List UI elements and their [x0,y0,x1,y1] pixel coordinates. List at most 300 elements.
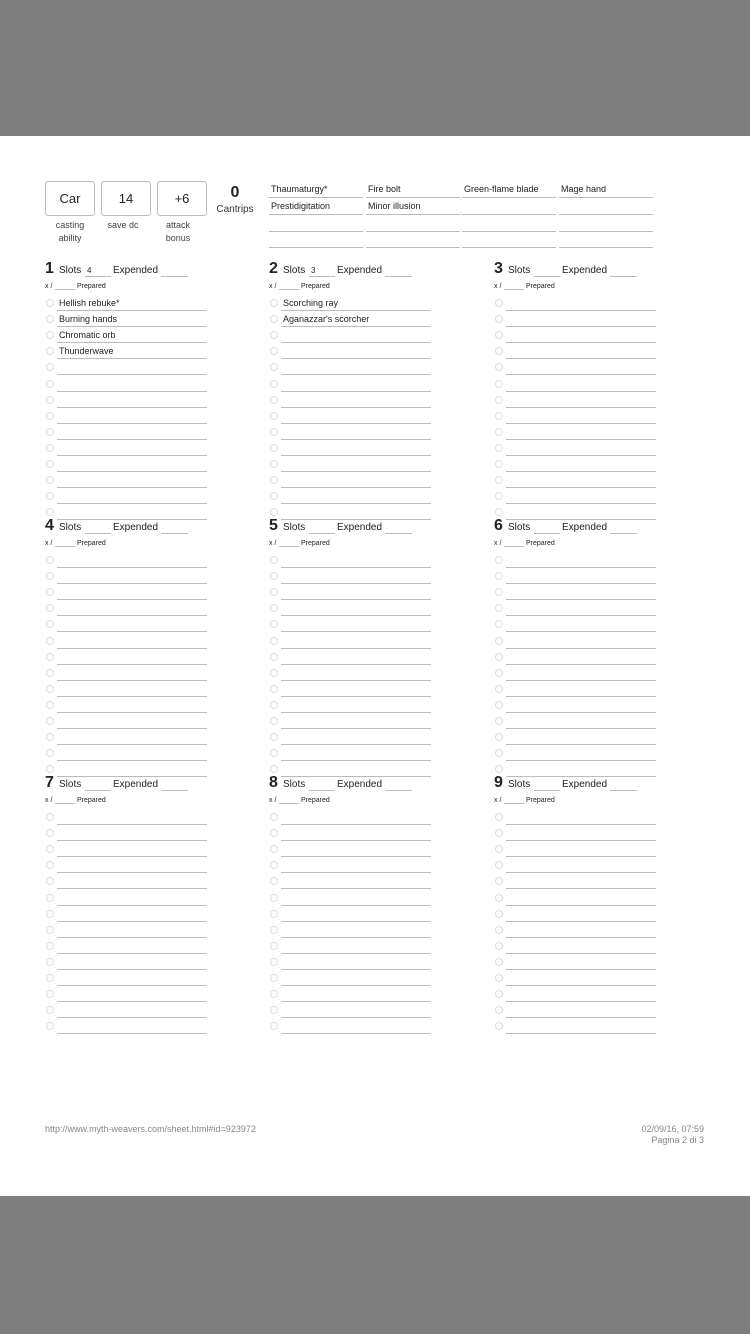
prepared-circle-icon[interactable] [46,572,54,580]
prepared-circle-icon[interactable] [495,926,503,934]
spell-name-field[interactable] [57,987,207,1002]
spell-name-field[interactable] [57,553,207,568]
prepared-circle-icon[interactable] [270,749,278,757]
prepared-circle-icon[interactable] [270,845,278,853]
slots-field[interactable]: 3 [309,264,335,277]
prepared-count-field[interactable] [279,796,299,804]
spell-name-field[interactable] [57,601,207,616]
prepared-circle-icon[interactable] [495,974,503,982]
prepared-circle-icon[interactable] [270,701,278,709]
prepared-circle-icon[interactable] [270,396,278,404]
prepared-circle-icon[interactable] [46,861,54,869]
spell-name-field[interactable] [281,569,431,584]
prepared-circle-icon[interactable] [46,604,54,612]
spell-name-field[interactable] [57,569,207,584]
prepared-circle-icon[interactable] [46,669,54,677]
cantrip-slot[interactable] [559,199,653,215]
spell-name-field[interactable] [506,296,656,311]
prepared-circle-icon[interactable] [46,380,54,388]
prepared-circle-icon[interactable] [495,556,503,564]
prepared-circle-icon[interactable] [270,299,278,307]
prepared-circle-icon[interactable] [495,1006,503,1014]
spell-name-field[interactable] [281,891,431,906]
prepared-circle-icon[interactable] [270,1022,278,1030]
spell-name-field[interactable] [506,858,656,873]
spell-name-field[interactable] [281,489,431,504]
prepared-circle-icon[interactable] [270,380,278,388]
expended-field[interactable] [161,264,188,277]
prepared-circle-icon[interactable] [46,444,54,452]
cantrip-slot[interactable] [559,232,653,248]
spell-name-field[interactable] [281,344,431,359]
expended-field[interactable] [610,778,637,791]
slots-field[interactable] [534,264,560,277]
prepared-circle-icon[interactable] [495,460,503,468]
spell-name-field[interactable] [281,810,431,825]
spell-name-field[interactable] [57,858,207,873]
prepared-circle-icon[interactable] [270,958,278,966]
prepared-circle-icon[interactable] [495,990,503,998]
spell-name-field[interactable] [506,634,656,649]
expended-field[interactable] [385,778,412,791]
spell-row [45,666,207,682]
spell-name-field[interactable] [506,714,656,729]
spell-name-field[interactable] [57,585,207,600]
spell-name-field[interactable] [506,344,656,359]
spell-name-field[interactable] [281,425,431,440]
expended-field[interactable] [385,264,412,277]
prepared-circle-icon[interactable] [270,669,278,677]
prepared-circle-icon[interactable] [495,1022,503,1030]
prepared-circle-icon[interactable] [270,894,278,902]
spell-name-field[interactable] [506,377,656,392]
spell-name-field[interactable] [281,955,431,970]
spell-name-field[interactable] [57,955,207,970]
prepared-circle-icon[interactable] [46,637,54,645]
spell-name-field[interactable] [57,409,207,424]
prepared-circle-icon[interactable] [495,749,503,757]
prepared-circle-icon[interactable] [495,942,503,950]
spell-name-field[interactable] [506,891,656,906]
spell-name-field[interactable] [281,360,431,375]
spell-name-field[interactable] [506,682,656,697]
prepared-circle-icon[interactable] [270,829,278,837]
spell-name-field[interactable] [57,874,207,889]
prepared-circle-icon[interactable] [46,1006,54,1014]
spell-name-field[interactable] [506,360,656,375]
prepared-circle-icon[interactable] [46,315,54,323]
footer-url[interactable]: http://www.myth-weavers.com/sheet.html#id=923972 [45,1124,256,1134]
prepared-circle-icon[interactable] [46,331,54,339]
prepared-circle-icon[interactable] [270,877,278,885]
cantrip-slot[interactable] [462,199,556,215]
prepared-circle-icon[interactable] [46,363,54,371]
spell-name-field[interactable] [281,842,431,857]
cantrip-slot[interactable]: Mage hand [559,182,653,198]
spell-name-field[interactable] [281,1003,431,1018]
prepared-circle-icon[interactable] [270,813,278,821]
prepared-circle-icon[interactable] [495,508,503,516]
prepared-circle-icon[interactable] [46,685,54,693]
prepared-circle-icon[interactable] [46,620,54,628]
spell-name-field[interactable] [281,377,431,392]
prepared-circle-icon[interactable] [270,1006,278,1014]
prepared-circle-icon[interactable] [495,315,503,323]
spell-name-field[interactable] [57,730,207,745]
prepared-circle-icon[interactable] [270,460,278,468]
spell-name-field[interactable]: Thunderwave [57,344,207,359]
spell-name-field[interactable] [281,473,431,488]
spell-row [45,457,207,473]
spell-name-field[interactable]: Chromatic orb [57,328,207,343]
spell-name-field[interactable] [506,473,656,488]
prepared-circle-icon[interactable] [495,717,503,725]
expended-field[interactable] [610,521,637,534]
prepared-circle-icon[interactable] [46,958,54,966]
spell-name-field[interactable] [506,650,656,665]
spell-name-field[interactable] [281,698,431,713]
spell-name-field[interactable] [506,923,656,938]
prepared-count-field[interactable] [55,539,75,547]
prepared-circle-icon[interactable] [495,910,503,918]
spell-name-field[interactable] [281,987,431,1002]
prepared-circle-icon[interactable] [495,604,503,612]
spell-name-field[interactable] [506,312,656,327]
prepared-circle-icon[interactable] [46,765,54,773]
spell-row [45,874,207,890]
prepared-circle-icon[interactable] [46,733,54,741]
spell-name-field[interactable] [281,666,431,681]
spell-name-field[interactable] [57,489,207,504]
expended-field[interactable] [385,521,412,534]
spell-name-field[interactable] [506,874,656,889]
spell-row [494,312,656,328]
prepared-circle-icon[interactable] [46,476,54,484]
prepared-circle-icon[interactable] [270,508,278,516]
expended-field[interactable] [161,778,188,791]
prepared-circle-icon[interactable] [495,765,503,773]
spell-name-field[interactable] [281,826,431,841]
spell-name-field[interactable] [57,810,207,825]
slots-field[interactable] [309,521,335,534]
spell-name-field[interactable] [506,971,656,986]
prepared-circle-icon[interactable] [46,701,54,709]
slots-field[interactable] [309,778,335,791]
prepared-circle-icon[interactable] [495,685,503,693]
spell-name-field[interactable] [57,714,207,729]
spell-name-field[interactable] [506,457,656,472]
spell-name-field[interactable] [57,377,207,392]
cantrip-slot[interactable] [366,216,460,232]
cantrip-slot[interactable] [269,216,363,232]
spell-name-field[interactable] [57,682,207,697]
cantrip-slot[interactable] [269,232,363,248]
prepared-circle-icon[interactable] [495,380,503,388]
prepared-circle-icon[interactable] [270,556,278,564]
prepared-circle-icon[interactable] [495,733,503,741]
slots-field[interactable] [85,778,111,791]
prepared-circle-icon[interactable] [270,588,278,596]
prepared-count-field[interactable] [504,282,524,290]
spell-name-field[interactable] [281,585,431,600]
prepared-circle-icon[interactable] [270,926,278,934]
spell-name-field[interactable] [57,826,207,841]
spell-name-field[interactable] [57,393,207,408]
prepared-circle-icon[interactable] [46,829,54,837]
prepared-circle-icon[interactable] [46,508,54,516]
spell-name-field[interactable] [506,666,656,681]
prepared-circle-icon[interactable] [46,428,54,436]
spell-name-field[interactable] [57,617,207,632]
prepared-circle-icon[interactable] [495,653,503,661]
spell-name-field[interactable]: Hellish rebuke* [57,296,207,311]
prepared-circle-icon[interactable] [46,556,54,564]
spell-name-field[interactable] [57,1003,207,1018]
spell-name-field[interactable] [506,425,656,440]
prepared-circle-icon[interactable] [495,701,503,709]
prepared-circle-icon[interactable] [495,444,503,452]
prepared-circle-icon[interactable] [46,588,54,596]
prepared-circle-icon[interactable] [270,910,278,918]
cantrip-slot[interactable] [559,216,653,232]
prepared-count-field[interactable] [55,282,75,290]
prepared-count-field[interactable] [504,796,524,804]
prepared-circle-icon[interactable] [46,396,54,404]
prepared-row [45,538,235,550]
prepared-circle-icon[interactable] [270,637,278,645]
spell-name-field[interactable] [506,393,656,408]
spell-name-field[interactable] [506,585,656,600]
spell-name-field[interactable] [281,714,431,729]
slots-field[interactable] [85,521,111,534]
spell-name-field[interactable] [57,457,207,472]
prepared-count-field[interactable] [279,282,299,290]
attack-bonus-box[interactable] [157,181,207,216]
prepared-circle-icon[interactable] [495,829,503,837]
cantrip-slot[interactable]: Green-flame blade [462,182,556,198]
spell-name-field[interactable] [57,650,207,665]
expended-field[interactable] [610,264,637,277]
spell-name-field[interactable] [57,1019,207,1034]
spell-name-field[interactable] [281,939,431,954]
spell-name-field[interactable] [57,971,207,986]
spell-name-field[interactable] [57,473,207,488]
spell-name-field[interactable] [57,425,207,440]
prepared-circle-icon[interactable] [46,942,54,950]
spell-name-field[interactable] [506,601,656,616]
prepared-circle-icon[interactable] [270,942,278,950]
prepared-circle-icon[interactable] [46,877,54,885]
spell-name-field[interactable] [57,666,207,681]
prepared-count-field[interactable] [504,539,524,547]
cantrip-slot[interactable]: Minor illusion [366,199,460,215]
prepared-circle-icon[interactable] [270,572,278,580]
spell-name-field[interactable] [57,939,207,954]
prepared-circle-icon[interactable] [495,861,503,869]
spell-name-field[interactable] [506,553,656,568]
spell-name-field[interactable] [281,553,431,568]
prepared-circle-icon[interactable] [495,428,503,436]
prepared-circle-icon[interactable] [270,733,278,741]
cantrip-slot[interactable] [366,232,460,248]
prepared-circle-icon[interactable] [270,363,278,371]
prepared-circle-icon[interactable] [495,620,503,628]
spell-name-field[interactable] [281,601,431,616]
casting-ability-box[interactable] [45,181,95,216]
prepared-circle-icon[interactable] [495,877,503,885]
prepared-circle-icon[interactable] [495,669,503,677]
spell-name-field[interactable] [281,634,431,649]
spell-name-field[interactable] [506,842,656,857]
spell-name-field[interactable] [57,441,207,456]
prepared-circle-icon[interactable] [270,412,278,420]
prepared-circle-icon[interactable] [495,363,503,371]
spell-name-field[interactable] [281,393,431,408]
prepared-circle-icon[interactable] [270,444,278,452]
prepared-circle-icon[interactable] [46,910,54,918]
cantrip-slot[interactable]: Prestidigitation [269,199,363,215]
slots-field[interactable] [534,778,560,791]
spell-name-field[interactable] [281,1019,431,1034]
spell-name-field[interactable] [281,874,431,889]
prepared-circle-icon[interactable] [270,428,278,436]
spell-name-field[interactable] [281,907,431,922]
spell-name-field[interactable]: Aganazzar's scorcher [281,312,431,327]
prepared-circle-icon[interactable] [495,894,503,902]
prepared-circle-icon[interactable] [495,958,503,966]
spell-name-field[interactable] [506,409,656,424]
prepared-circle-icon[interactable] [495,347,503,355]
spell-name-field[interactable] [506,441,656,456]
prepared-circle-icon[interactable] [495,492,503,500]
spell-name-field[interactable] [506,826,656,841]
prepared-circle-icon[interactable] [46,460,54,468]
spell-name-field[interactable] [506,730,656,745]
cantrip-slot[interactable]: Fire bolt [366,182,460,198]
cantrip-slot[interactable] [462,216,556,232]
spell-name-field[interactable] [57,746,207,761]
prepared-circle-icon[interactable] [46,717,54,725]
prepared-circle-icon[interactable] [270,685,278,693]
prepared-circle-icon[interactable] [495,637,503,645]
prepared-circle-icon[interactable] [270,653,278,661]
prepared-circle-icon[interactable] [495,299,503,307]
prepared-count-field[interactable] [279,539,299,547]
prepared-circle-icon[interactable] [46,412,54,420]
spell-name-field[interactable] [506,987,656,1002]
prepared-circle-icon[interactable] [46,1022,54,1030]
prepared-circle-icon[interactable] [270,990,278,998]
spell-name-field[interactable] [281,441,431,456]
prepared-circle-icon[interactable] [46,749,54,757]
prepared-circle-icon[interactable] [270,861,278,869]
prepared-count-field[interactable] [55,796,75,804]
spell-name-field[interactable] [281,858,431,873]
spell-name-field[interactable] [281,923,431,938]
spell-name-field[interactable] [281,617,431,632]
spell-name-field[interactable] [506,939,656,954]
spell-name-field[interactable] [506,617,656,632]
spell-name-field[interactable] [506,1019,656,1034]
spell-name-field[interactable] [506,907,656,922]
prepared-circle-icon[interactable] [270,347,278,355]
spell-name-field[interactable] [57,923,207,938]
spell-name-field[interactable] [281,409,431,424]
prepared-circle-icon[interactable] [495,396,503,404]
spell-name-field[interactable] [281,730,431,745]
prepared-circle-icon[interactable] [46,492,54,500]
spell-name-field[interactable] [57,634,207,649]
prepared-circle-icon[interactable] [270,476,278,484]
prepared-circle-icon[interactable] [495,412,503,420]
spell-name-field[interactable] [281,650,431,665]
prepared-circle-icon[interactable] [495,476,503,484]
cantrip-slot[interactable] [462,232,556,248]
spell-name-field[interactable] [281,682,431,697]
prepared-circle-icon[interactable] [46,894,54,902]
spell-row [494,858,656,874]
spell-name-field[interactable] [57,360,207,375]
spell-name-field[interactable] [506,698,656,713]
prepared-circle-icon[interactable] [495,588,503,596]
prepared-circle-icon[interactable] [270,765,278,773]
spell-name-field[interactable] [281,971,431,986]
spell-row [45,891,207,907]
prepared-circle-icon[interactable] [270,620,278,628]
prepared-circle-icon[interactable] [270,331,278,339]
expended-field[interactable] [161,521,188,534]
prepared-circle-icon[interactable] [270,717,278,725]
spell-name-field[interactable] [506,746,656,761]
prepared-circle-icon[interactable] [46,990,54,998]
slots-field[interactable] [534,521,560,534]
prepared-circle-icon[interactable] [270,604,278,612]
prepared-circle-icon[interactable] [495,813,503,821]
prepared-circle-icon[interactable] [46,974,54,982]
prepared-circle-icon[interactable] [270,974,278,982]
prepared-circle-icon[interactable] [46,299,54,307]
spell-name-field[interactable] [506,955,656,970]
save-dc-box[interactable] [101,181,151,216]
spell-name-field[interactable] [281,457,431,472]
prepared-circle-icon[interactable] [46,813,54,821]
spell-name-field[interactable] [506,810,656,825]
spell-name-field[interactable]: Scorching ray [281,296,431,311]
spell-name-field[interactable] [506,489,656,504]
slots-field[interactable]: 4 [85,264,111,277]
prepared-circle-icon[interactable] [270,492,278,500]
spell-name-field[interactable]: Burning hands [57,312,207,327]
prepared-circle-icon[interactable] [270,315,278,323]
cantrip-slot[interactable]: Thaumaturgy* [269,182,363,198]
spell-name-field[interactable] [506,569,656,584]
spell-name-field[interactable] [57,907,207,922]
prepared-circle-icon[interactable] [495,845,503,853]
spell-name-field[interactable] [506,1003,656,1018]
spell-name-field[interactable] [281,328,431,343]
prepared-circle-icon[interactable] [495,331,503,339]
spell-name-field[interactable] [281,746,431,761]
prepared-circle-icon[interactable] [46,845,54,853]
spell-name-field[interactable] [57,842,207,857]
prepared-circle-icon[interactable] [46,926,54,934]
spell-name-field[interactable] [506,328,656,343]
spell-name-field[interactable] [57,698,207,713]
prepared-circle-icon[interactable] [46,653,54,661]
prepared-circle-icon[interactable] [495,572,503,580]
prepared-circle-icon[interactable] [46,347,54,355]
spell-name-field[interactable] [57,891,207,906]
